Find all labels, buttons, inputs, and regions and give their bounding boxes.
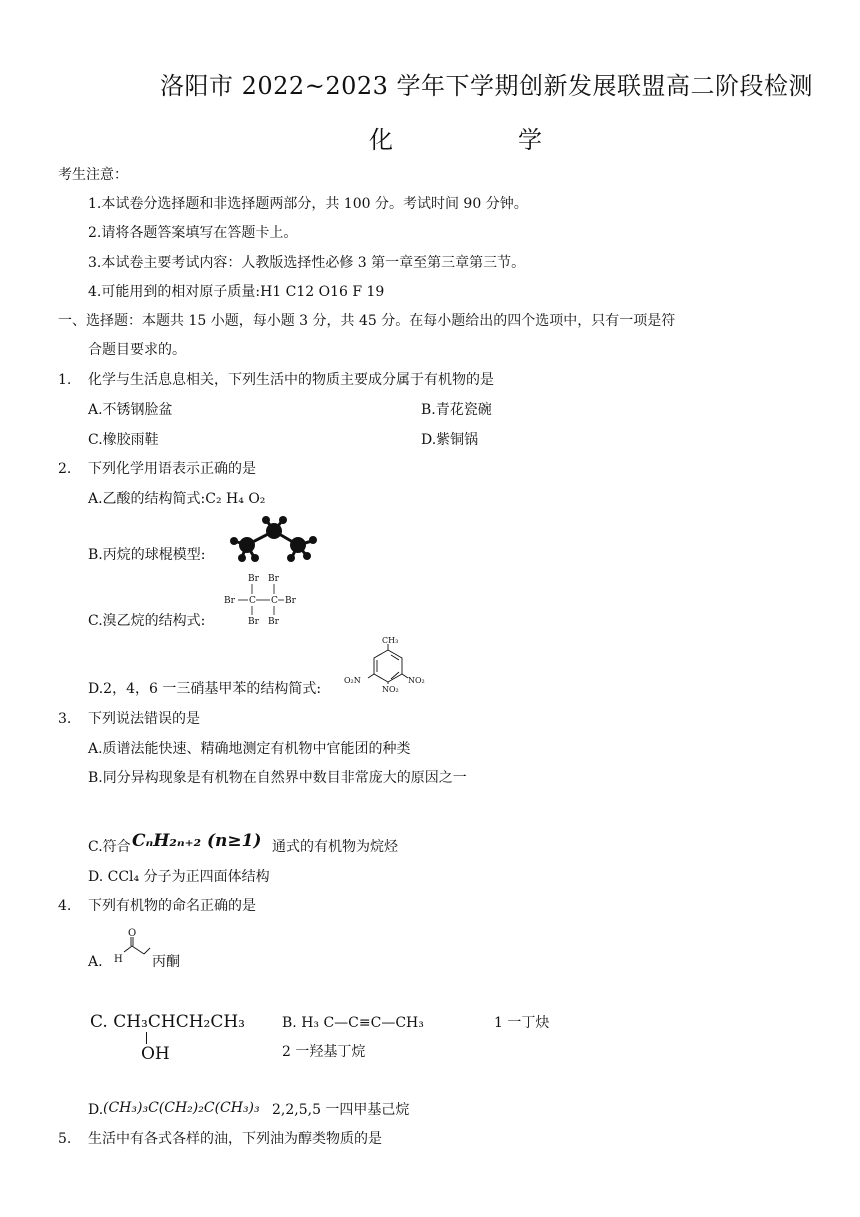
question-number: 4. — [58, 898, 72, 914]
question-number: 2. — [58, 461, 72, 477]
notice-item: 1.本试卷分选择题和非选择题两部分，共 100 分。考试时间 90 分钟。 — [88, 196, 528, 212]
option-b: B.丙烷的球棍模型: — [88, 547, 206, 563]
option-d: D. CCl₄ 分子为正四面体结构 — [88, 869, 270, 885]
question-number: 1. — [58, 372, 72, 388]
option-d-formula: (CH₃)₃C(CH₂)₂C(CH₃)₃ — [103, 1100, 260, 1116]
option-d: D.紫铜锅 — [421, 432, 479, 448]
option-d-label: D. — [88, 1102, 104, 1118]
option-c: C.橡胶雨鞋 — [88, 432, 159, 448]
bond-line — [146, 1032, 147, 1044]
option-c-prefix: C.符合 — [88, 839, 131, 855]
subject-char-2: 学 — [518, 126, 542, 154]
option-a: A.质谱法能快速、精确地测定有机物中官能团的种类 — [88, 741, 411, 757]
option-a: A.不锈钢脸盆 — [88, 402, 173, 418]
option-b-name: 1 一丁炔 — [494, 1015, 550, 1031]
question-stem: 下列有机物的命名正确的是 — [88, 898, 256, 914]
option-b: B.同分异构现象是有机物在自然界中数目非常庞大的原因之一 — [88, 770, 467, 786]
option-b-formula: B. H₃ C—C≡C—CH₃ — [282, 1015, 424, 1031]
atom-br: Br — [268, 617, 279, 627]
atom-br: Br — [268, 574, 279, 584]
option-a-label: A. — [88, 954, 103, 970]
subject-char-1: 化 — [369, 126, 393, 154]
question-stem: 化学与生活息息相关，下列生活中的物质主要成分属于有机物的是 — [88, 372, 494, 388]
question-number: 5. — [58, 1131, 72, 1147]
notice-item: 4.可能用到的相对原子质量:H1 C12 O16 F 19 — [88, 284, 385, 300]
atom-c: C — [249, 596, 256, 606]
notice-label: 考生注意： — [58, 167, 128, 183]
option-c: C.溴乙烷的结构式: — [88, 613, 206, 629]
label-ch3: CH₃ — [382, 636, 399, 645]
atom-h: H — [114, 954, 123, 965]
label-o2n: O₂N — [344, 676, 361, 685]
label-no2: NO₂ — [408, 676, 425, 685]
label-no2: NO₂ — [382, 685, 399, 694]
option-b: B.青花瓷碗 — [421, 402, 492, 418]
hydroxyl-label: OH — [141, 1044, 170, 1064]
section-heading: 一、选择题：本题共 15 小题，每小题 3 分，共 45 分。在每小题给出的四个选项中，只有一项是符 — [58, 313, 676, 329]
notice-item: 3.本试卷主要考试内容：人教版选择性必修 3 第一章至第三章第三节。 — [88, 255, 526, 271]
atom-br: Br — [285, 596, 296, 606]
propanal-structure — [108, 926, 152, 970]
propane-ball-stick-model — [222, 515, 322, 565]
option-a-name: 丙酮 — [152, 954, 180, 970]
option-d-name: 2,2,5,5 一四甲基己烷 — [272, 1102, 410, 1118]
atom-br: Br — [248, 617, 259, 627]
atom-br: Br — [224, 596, 235, 606]
section-heading-cont: 合题目要求的。 — [88, 342, 186, 358]
atom-o: O — [128, 928, 137, 939]
question-stem: 生活中有各式各样的油，下列油为醇类物质的是 — [88, 1131, 382, 1147]
atom-c: C — [271, 596, 278, 606]
option-c-formula: C. CH₃CHCH₂CH₃ — [90, 1012, 245, 1032]
option-d: D.2，4，6 一三硝基甲苯的结构简式: — [88, 681, 322, 697]
atom-br: Br — [248, 574, 259, 584]
question-number: 3. — [58, 711, 72, 727]
tnt-structure — [342, 636, 434, 694]
bromoethane-structure — [224, 571, 300, 627]
notice-item: 2.请将各题答案填写在答题卡上。 — [88, 225, 298, 241]
question-stem: 下列化学用语表示正确的是 — [88, 461, 256, 477]
option-c-suffix: 通式的有机物为烷烃 — [272, 839, 398, 855]
option-a: A.乙酸的结构简式:C₂ H₄ O₂ — [88, 491, 266, 507]
option-c-name: 2 一羟基丁烷 — [282, 1044, 366, 1060]
page-title: 洛阳市 2022~2023 学年下学期创新发展联盟高二阶段检测 — [160, 72, 814, 100]
alkane-general-formula: CₙH₂ₙ₊₂ (n≥1) — [132, 831, 262, 851]
question-stem: 下列说法错误的是 — [88, 711, 200, 727]
